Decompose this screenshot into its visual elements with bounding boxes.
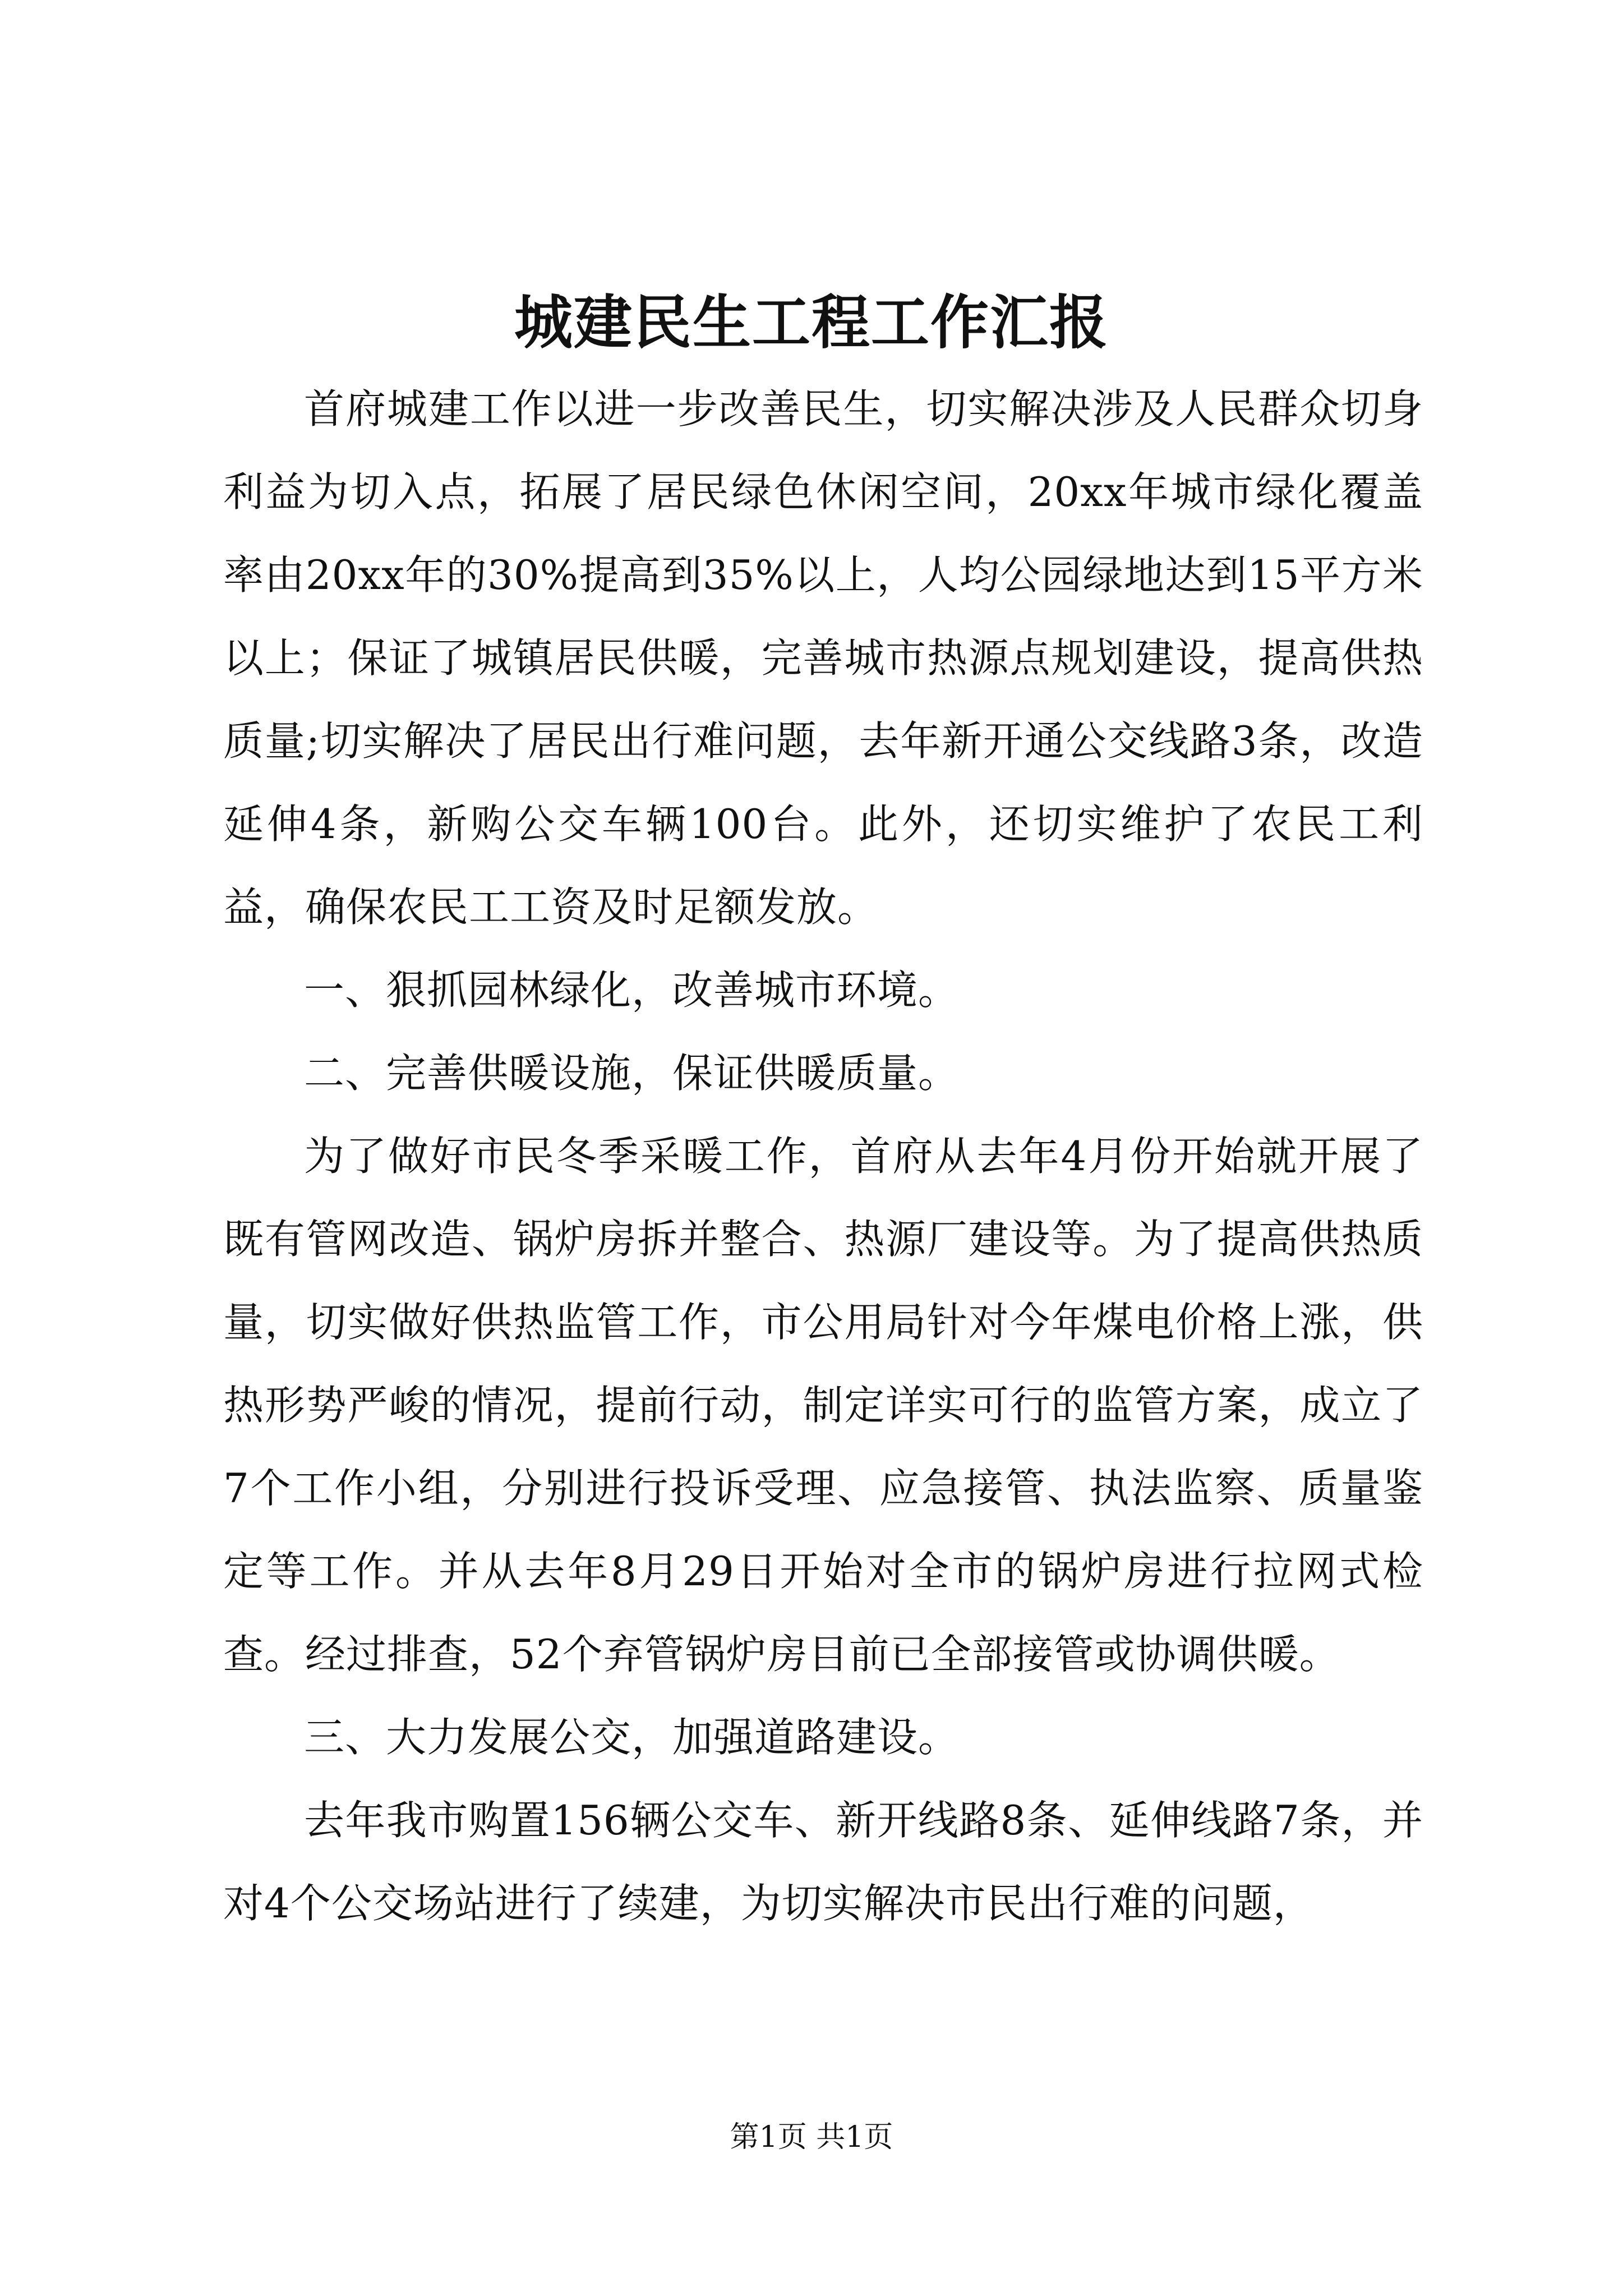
paragraph-heating: 为了做好市民冬季采暖工作，首府从去年4月份开始就开展了既有管网改造、锅炉房拆并整合、热源厂建设等。为了提高供热质量，切实做好供热监管工作，市公用局针对今年煤电价格上涨，供热形势严峻的情况，提前行动，制定详实可行的监管方案，成立了7个工作小组，分别进行投诉受理、应急接管、执法监察、质量鉴定等工作。并从去年8月29日开始对全市的锅炉房进行拉网式检查。经过排查，52个弃管锅炉房目前已全部接管或协调供暖。	[223, 1133, 1423, 1678]
section-heading-2: 二、完善供暖设施，保证供暖质量。	[304, 1050, 960, 1097]
paragraph-intro: 首府城建工作以进一步改善民生，切实解决涉及人民群众切身利益为切入点，拓展了居民绿色休闲空间，20xx年城市绿化覆盖率由20xx年的30%提高到35%以上，人均公园绿地达到15平方米以上；保证了城镇居民供暖，完善城市热源点规划建设，提高供热质量;切实解决了居民出行难问题，去年新开通公交线路3条，改造延伸4条，新购公交车辆100台。此外，还切实维护了农民工利益，确保农民工工资及时足额发放。	[223, 385, 1423, 931]
section-heading-3: 三、大力发展公交，加强道路建设。	[304, 1714, 960, 1761]
document-body	[223, 367, 1423, 1945]
page-footer: 第1页 共1页	[730, 2120, 893, 2154]
paragraph-transit: 去年我市购置156辆公交车、新开线路8条、延伸线路7条，并对4个公交场站进行了续建，为切实解决市民出行难的问题，	[223, 1797, 1423, 1927]
document-title: 城建民生工程工作汇报	[514, 288, 1109, 357]
section-heading-1: 一、狠抓园林绿化，改善城市环境。	[304, 967, 960, 1014]
